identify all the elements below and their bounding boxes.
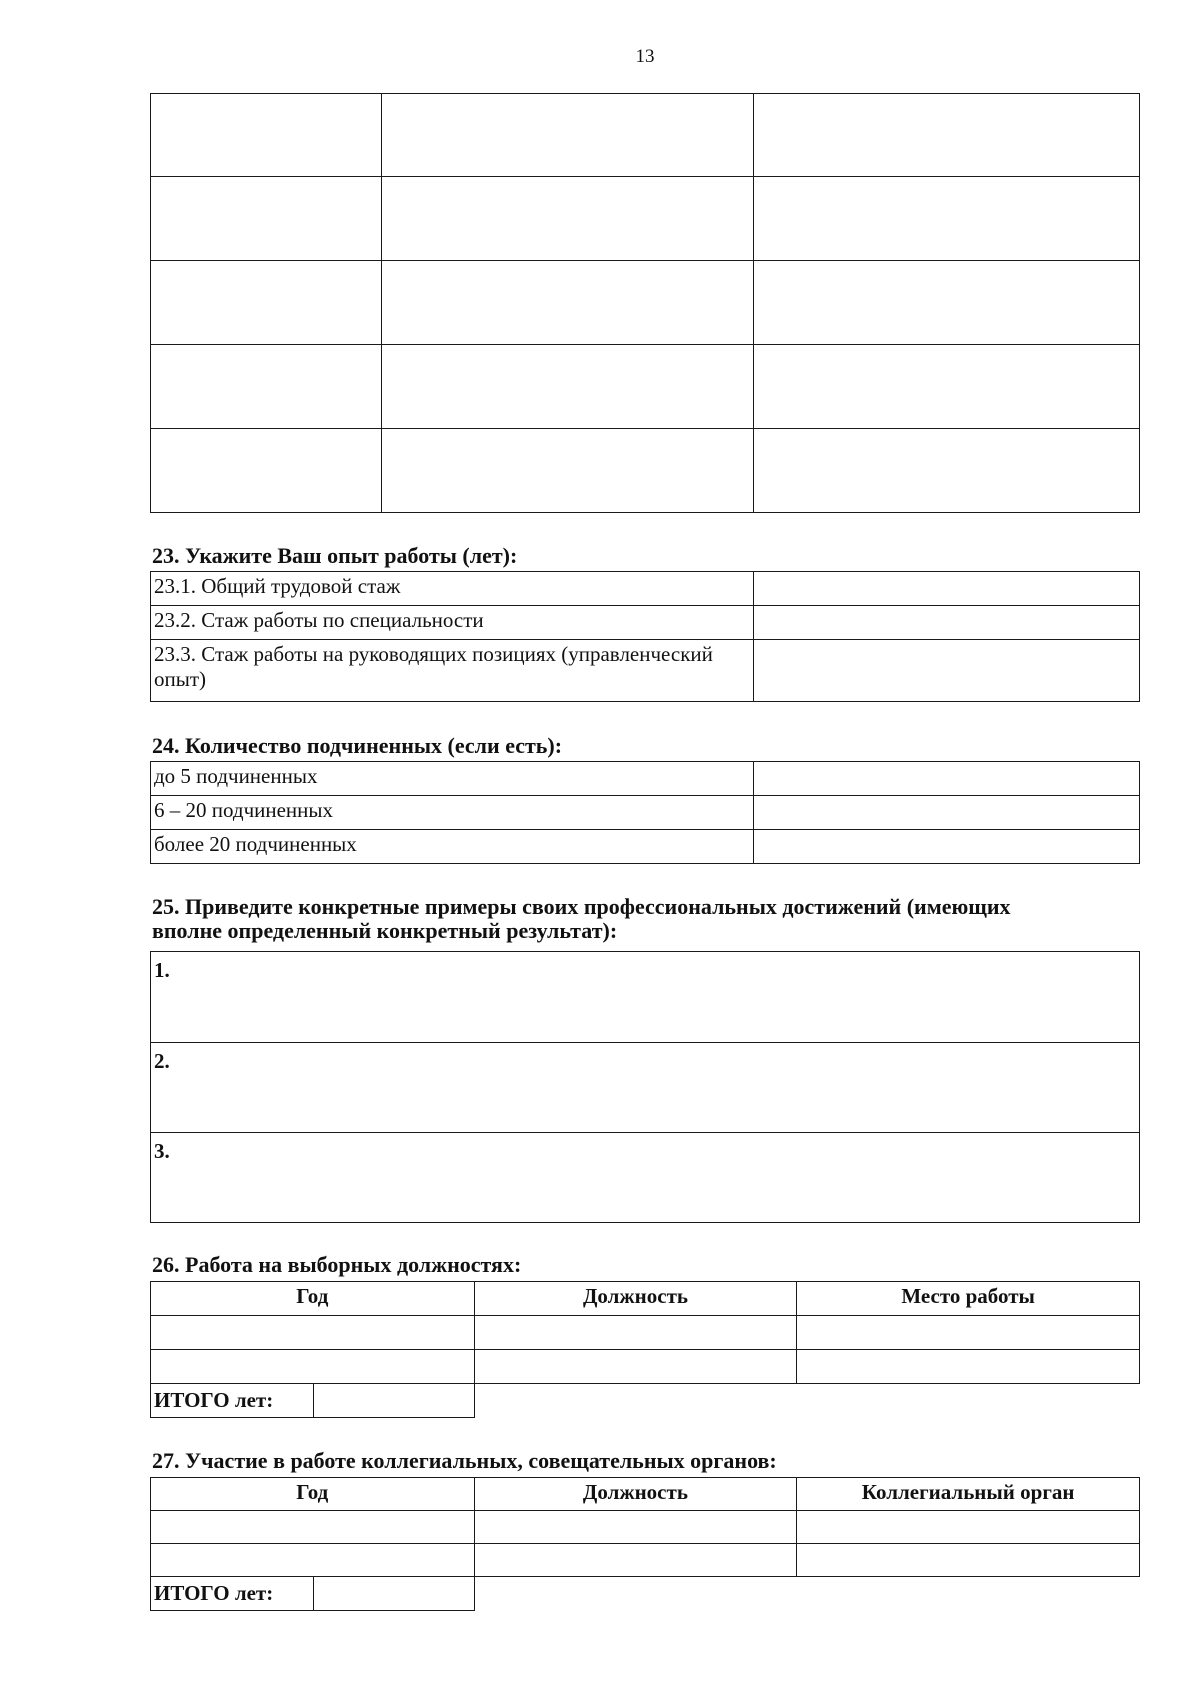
table-cell[interactable] [797, 1544, 1140, 1577]
experience-label-total: 23.1. Общий трудовой стаж [151, 572, 754, 606]
section-25-title: 25. Приведите конкретные примеры своих профессиональных достижений (имеющих вполне определенный конкретный результат): [152, 894, 1011, 943]
table-cell[interactable] [474, 1544, 797, 1577]
total-years-label: ИТОГО лет: [151, 1384, 314, 1418]
continuation-table [150, 93, 1140, 513]
table-cell[interactable] [474, 1511, 797, 1544]
achievement-item[interactable]: 3. [151, 1133, 1140, 1223]
empty-cell [474, 1577, 797, 1611]
table-cell[interactable] [754, 429, 1140, 513]
section-23-title: 23. Укажите Ваш опыт работы (лет): [152, 543, 518, 568]
achievement-item[interactable]: 1. [151, 952, 1140, 1043]
column-header-position: Должность [474, 1478, 797, 1511]
table-cell[interactable] [151, 345, 382, 429]
experience-table [150, 571, 1140, 702]
table-cell[interactable] [151, 1544, 475, 1577]
empty-cell [797, 1384, 1140, 1418]
table-cell[interactable] [381, 345, 754, 429]
subordinates-label-6-20: 6 – 20 подчиненных [151, 796, 754, 830]
table-cell[interactable] [381, 94, 754, 177]
elected-positions-table [150, 1281, 1140, 1418]
experience-label-management: 23.3. Стаж работы на руководящих позициях (управленческий опыт) [151, 640, 754, 702]
subordinates-input-6-20[interactable] [754, 796, 1140, 830]
experience-input-total[interactable] [754, 572, 1140, 606]
experience-input-management[interactable] [754, 640, 1140, 702]
column-header-position: Должность [474, 1282, 797, 1316]
total-years-input[interactable] [313, 1384, 474, 1418]
table-cell[interactable] [754, 261, 1140, 345]
section-27-title: 27. Участие в работе коллегиальных, совещательных органов: [152, 1448, 777, 1473]
subordinates-input-up-to-5[interactable] [754, 762, 1140, 796]
section-26-title: 26. Работа на выборных должностях: [152, 1252, 522, 1277]
table-cell[interactable] [381, 177, 754, 261]
column-header-year: Год [151, 1282, 475, 1316]
table-cell[interactable] [151, 177, 382, 261]
table-cell[interactable] [474, 1316, 797, 1350]
table-cell[interactable] [151, 1316, 475, 1350]
empty-cell [474, 1384, 797, 1418]
table-cell[interactable] [797, 1316, 1140, 1350]
table-cell[interactable] [754, 177, 1140, 261]
page-number: 13 [635, 46, 655, 67]
experience-input-specialty[interactable] [754, 606, 1140, 640]
table-cell[interactable] [151, 261, 382, 345]
achievement-item[interactable]: 2. [151, 1043, 1140, 1133]
column-header-year: Год [151, 1478, 475, 1511]
table-cell[interactable] [151, 94, 382, 177]
experience-label-specialty: 23.2. Стаж работы по специальности [151, 606, 754, 640]
total-years-input[interactable] [313, 1577, 474, 1611]
section-24-title: 24. Количество подчиненных (если есть): [152, 733, 563, 758]
table-cell[interactable] [754, 94, 1140, 177]
column-header-collegial-body: Коллегиальный орган [797, 1478, 1140, 1511]
table-cell[interactable] [151, 1350, 475, 1384]
table-cell[interactable] [151, 429, 382, 513]
table-cell[interactable] [381, 261, 754, 345]
table-cell[interactable] [151, 1511, 475, 1544]
table-cell[interactable] [797, 1511, 1140, 1544]
total-years-label: ИТОГО лет: [151, 1577, 314, 1611]
table-cell[interactable] [754, 345, 1140, 429]
table-cell[interactable] [474, 1350, 797, 1384]
subordinates-input-over-20[interactable] [754, 830, 1140, 864]
table-cell[interactable] [381, 429, 754, 513]
achievements-table [150, 951, 1140, 1223]
column-header-workplace: Место работы [797, 1282, 1140, 1316]
collegial-bodies-table [150, 1477, 1140, 1611]
empty-cell [797, 1577, 1140, 1611]
subordinates-label-over-20: более 20 подчиненных [151, 830, 754, 864]
table-cell[interactable] [797, 1350, 1140, 1384]
subordinates-table [150, 761, 1140, 864]
subordinates-label-up-to-5: до 5 подчиненных [151, 762, 754, 796]
